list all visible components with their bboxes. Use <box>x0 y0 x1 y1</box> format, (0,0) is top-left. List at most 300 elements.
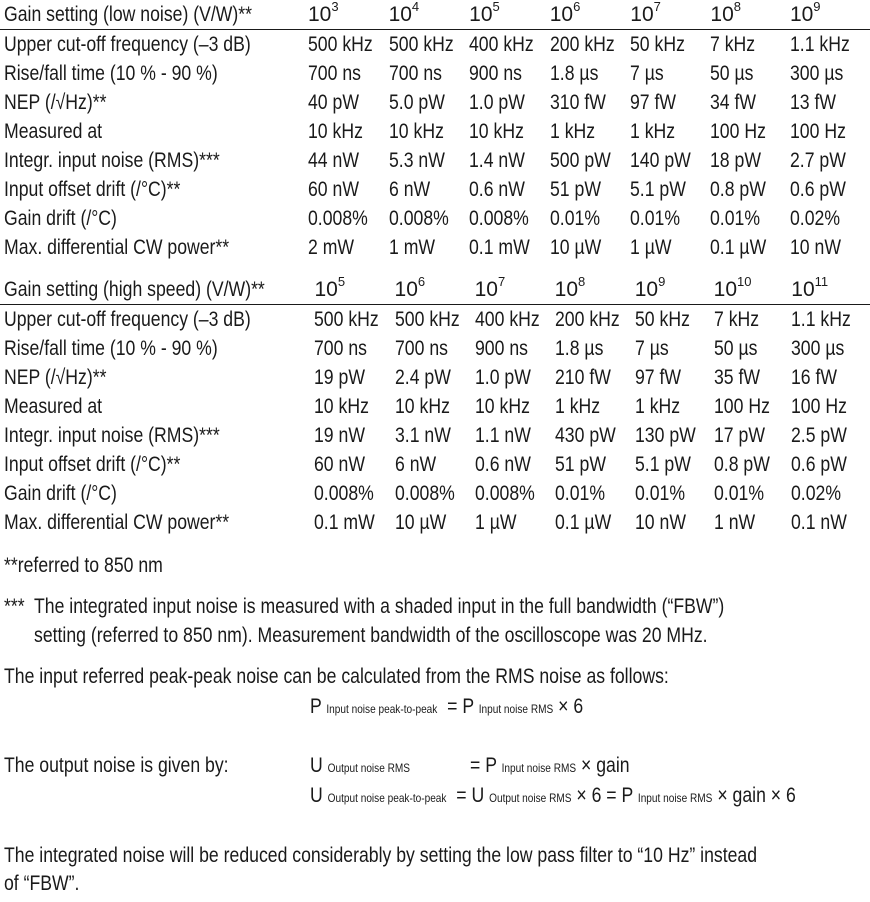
row-label <box>0 59 308 88</box>
gain-exponent: 6 <box>417 274 426 289</box>
gain-value <box>710 0 790 30</box>
table-cell <box>555 508 635 537</box>
table-cell-text: 0.02% <box>789 207 840 230</box>
table-cell <box>308 59 389 88</box>
gain-header-label <box>0 0 308 30</box>
row-label <box>0 88 308 117</box>
gain-base: 10 <box>394 278 418 301</box>
note-final-line2-text: of “FBW”. <box>4 872 80 895</box>
formula-sub: Input noise RMS <box>478 702 554 716</box>
gain-exponent: 10 <box>737 274 752 289</box>
table-cell-text: 6 nW <box>394 453 436 476</box>
table-cell <box>395 363 475 392</box>
formula-sub: Output noise RMS <box>489 791 572 805</box>
table-cell <box>635 392 714 421</box>
note-final-line2 <box>4 870 94 898</box>
gain-value <box>555 275 635 305</box>
table-cell <box>710 175 790 204</box>
table-cell <box>475 479 555 508</box>
low-noise-table <box>0 0 870 262</box>
table-cell-text: 1.1 nW <box>474 424 531 447</box>
table-cell-text: 1.4 nW <box>469 149 526 172</box>
table-cell-text: 0.008% <box>469 207 529 230</box>
table-cell <box>389 146 470 175</box>
formula-out-rms-text <box>310 752 410 782</box>
table-cell-text: 50 µs <box>713 337 758 360</box>
gain-exponent: 8 <box>578 274 586 289</box>
table-cell <box>469 204 550 233</box>
formula-eq: = <box>606 784 617 807</box>
row-label-text: Rise/fall time (10 % - 90 %) <box>4 62 218 85</box>
table-cell <box>555 334 635 363</box>
formula-out-rms <box>310 752 429 782</box>
row-label <box>0 233 308 262</box>
table-cell <box>550 88 631 117</box>
gain-base: 10 <box>713 278 738 301</box>
row-label <box>0 175 308 204</box>
table-cell <box>791 421 870 450</box>
row-label <box>0 392 314 421</box>
table-cell <box>475 508 555 537</box>
table-cell <box>475 334 555 363</box>
table-cell <box>314 363 394 392</box>
table-cell <box>308 30 389 60</box>
table-cell-text: 0.8 pW <box>713 453 770 476</box>
gain-base: 10 <box>789 3 814 26</box>
table-cell-text: 13 fW <box>789 91 837 114</box>
note-pp-intro <box>4 663 795 691</box>
table-cell-text: 0.8 pW <box>710 178 767 201</box>
note-integrated <box>4 593 29 621</box>
table-cell-text: 0.01% <box>713 482 764 505</box>
table-cell-text: 200 kHz <box>554 308 620 331</box>
table-cell <box>790 117 870 146</box>
table-cell <box>630 204 710 233</box>
table-cell <box>308 233 389 262</box>
note-integrated-line2 <box>34 622 836 650</box>
table-cell-text: 400 kHz <box>474 308 540 331</box>
table-cell <box>469 233 550 262</box>
formula-times: × gain × 6 <box>717 784 796 807</box>
table-cell-text: 0.6 pW <box>789 178 846 201</box>
table-cell-text: 0.6 pW <box>791 453 848 476</box>
note-output-intro <box>4 752 271 780</box>
table-cell <box>790 59 870 88</box>
table-cell-text: 50 kHz <box>630 33 686 56</box>
table-cell <box>710 59 790 88</box>
table-cell <box>550 146 631 175</box>
table-cell-text: 50 kHz <box>634 308 690 331</box>
table-cell <box>475 421 555 450</box>
table-cell-text: 0.1 µW <box>554 511 611 534</box>
formula-out-rms-rhs-text <box>470 752 630 782</box>
table-cell <box>635 334 714 363</box>
formula-times: × 6 <box>558 695 584 718</box>
note-pp-intro-text: The input referred peak-peak noise can be calculated from the RMS noise as follows: <box>4 665 669 688</box>
table-cell <box>395 334 475 363</box>
table-cell-text: 40 pW <box>307 91 359 114</box>
table-cell <box>308 117 389 146</box>
table-cell-text: 100 Hz <box>789 120 846 143</box>
table-cell-text: 7 kHz <box>713 308 759 331</box>
gain-exponent: 6 <box>573 0 581 14</box>
formula-sub: Output noise peak-to-peak <box>327 791 447 805</box>
table-cell-text: 100 Hz <box>710 120 767 143</box>
table-cell <box>395 305 475 335</box>
table-cell <box>550 117 631 146</box>
table-cell-text: 0.1 mW <box>314 511 376 534</box>
table-cell-text: 19 nW <box>314 424 366 447</box>
table-cell-text: 500 kHz <box>307 33 373 56</box>
gain-exponent: 8 <box>733 0 741 14</box>
table-cell-text: 0.008% <box>388 207 449 230</box>
table-cell <box>635 363 714 392</box>
table-cell-text: 1 kHz <box>554 395 600 418</box>
table-cell-text: 1 kHz <box>549 120 595 143</box>
table-cell <box>630 233 710 262</box>
gain-exponent: 3 <box>331 0 339 14</box>
table-row <box>0 30 870 60</box>
table-cell <box>714 450 792 479</box>
table-cell <box>469 30 550 60</box>
gain-base: 10 <box>630 3 654 26</box>
table-cell <box>791 479 870 508</box>
table-row <box>0 233 870 262</box>
row-label-text: Upper cut-off frequency (–3 dB) <box>4 308 251 331</box>
note-final-line1-text: The integrated noise will be reduced considerably by setting the low pass filter to “10 Hz” instead <box>4 844 758 867</box>
table-cell <box>790 175 870 204</box>
table-cell <box>389 233 470 262</box>
formula-u: U <box>471 784 485 807</box>
table-cell-text: 300 µs <box>791 337 845 360</box>
table-cell <box>791 334 870 363</box>
table-cell-text: 10 kHz <box>388 120 444 143</box>
table-cell <box>550 175 631 204</box>
table-cell <box>630 117 710 146</box>
formula-p: P <box>310 695 322 718</box>
table-cell-text: 0.008% <box>474 482 535 505</box>
table-cell <box>389 30 470 60</box>
table-cell <box>714 305 792 335</box>
gain-base: 10 <box>314 278 338 301</box>
row-label-text: NEP (/√Hz)** <box>4 91 107 114</box>
formula-eq: = <box>447 695 458 718</box>
note-integrated-line1-text: The integrated input noise is measured with a shaded input in the full bandwidth (“FBW”) <box>34 595 725 618</box>
table-cell <box>550 30 631 60</box>
table-cell <box>790 233 870 262</box>
row-label-text: Gain drift (/°C) <box>4 207 117 230</box>
gain-base: 10 <box>554 278 579 301</box>
table-cell <box>790 30 870 60</box>
gain-value <box>389 0 470 30</box>
table-cell <box>555 392 635 421</box>
table-cell-text: 0.1 µW <box>710 236 767 259</box>
table-cell-text: 17 pW <box>713 424 765 447</box>
table-cell-text: 130 pW <box>634 424 696 447</box>
row-label-text: Input offset drift (/°C)** <box>4 453 181 476</box>
table-cell-text: 500 kHz <box>388 33 454 56</box>
row-label-text: Rise/fall time (10 % - 90 %) <box>4 337 218 360</box>
table-cell <box>710 30 790 60</box>
table-cell <box>389 88 470 117</box>
gain-exponent: 9 <box>813 0 821 14</box>
gain-header-label-text: Gain setting (low noise) (V/W)** <box>4 3 253 26</box>
table-cell <box>791 508 870 537</box>
table-cell-text: 2 mW <box>307 236 355 259</box>
gain-value <box>790 0 870 30</box>
gain-value <box>635 275 714 305</box>
note-referred <box>4 552 193 580</box>
formula-out-pp-text <box>310 782 796 812</box>
table-cell <box>314 508 394 537</box>
table-cell <box>630 88 710 117</box>
formula-u: U <box>310 784 323 807</box>
table-cell-text: 700 ns <box>394 337 448 360</box>
table-row <box>0 392 870 421</box>
formula-sub: Input noise peak-to-peak <box>326 702 438 716</box>
gain-exponent: 11 <box>814 274 829 289</box>
table-cell-text: 19 pW <box>314 366 366 389</box>
table-cell-text: 500 kHz <box>314 308 380 331</box>
table-cell-text: 7 µs <box>634 337 669 360</box>
table-cell <box>714 392 792 421</box>
table-cell-text: 51 pW <box>554 453 606 476</box>
table-row <box>0 479 870 508</box>
table-cell-text: 0.01% <box>710 207 761 230</box>
table-cell-text: 900 ns <box>469 62 523 85</box>
table-row <box>0 146 870 175</box>
gain-value <box>475 275 555 305</box>
table-cell <box>395 392 475 421</box>
note-integrated-line2-text: setting (referred to 850 nm). Measurement bandwidth of the oscilloscope was 20 MHz. <box>34 624 708 647</box>
table-cell <box>314 479 394 508</box>
table-row <box>0 175 870 204</box>
table-cell <box>630 146 710 175</box>
table-cell <box>475 305 555 335</box>
table-row <box>0 204 870 233</box>
table-cell-text: 0.1 mW <box>469 236 530 259</box>
table-cell-text: 18 pW <box>710 149 762 172</box>
table-cell <box>395 508 475 537</box>
row-label <box>0 30 308 60</box>
table-cell-text: 50 µs <box>710 62 754 85</box>
gain-base: 10 <box>710 3 734 26</box>
row-label <box>0 334 314 363</box>
table-row <box>0 88 870 117</box>
gain-value <box>630 0 710 30</box>
gain-base: 10 <box>549 3 574 26</box>
table-cell-text: 1.0 pW <box>474 366 531 389</box>
table-cell-text: 0.008% <box>307 207 368 230</box>
gain-value <box>714 275 792 305</box>
table-cell-text: 0.02% <box>791 482 842 505</box>
gain-value <box>791 275 870 305</box>
table-cell <box>635 421 714 450</box>
table-cell-text: 5.1 pW <box>634 453 691 476</box>
table-cell <box>475 363 555 392</box>
row-label <box>0 146 308 175</box>
table-cell-text: 1 nW <box>713 511 755 534</box>
table-cell-text: 0.01% <box>549 207 600 230</box>
table-cell <box>475 450 555 479</box>
table-cell-text: 10 kHz <box>394 395 450 418</box>
gain-exponent: 5 <box>337 274 346 289</box>
table-cell <box>555 305 635 335</box>
table-cell-text: 300 µs <box>789 62 844 85</box>
table-cell <box>790 204 870 233</box>
table-cell <box>389 175 470 204</box>
formula-p: P <box>485 754 497 777</box>
table-cell-text: 10 µW <box>549 236 602 259</box>
table-cell <box>710 233 790 262</box>
table-row <box>0 305 870 335</box>
row-label-text: Integr. input noise (RMS)*** <box>4 149 220 172</box>
table-row <box>0 117 870 146</box>
table-cell-text: 44 nW <box>307 149 359 172</box>
gain-header-label <box>0 275 314 305</box>
table-cell <box>555 450 635 479</box>
gain-base: 10 <box>791 278 815 301</box>
row-label-text: NEP (/√Hz)** <box>4 366 107 389</box>
row-label <box>0 363 314 392</box>
table-cell-text: 310 fW <box>549 91 606 114</box>
table-row <box>0 450 870 479</box>
table-cell-text: 6 nW <box>388 178 430 201</box>
table-cell <box>475 392 555 421</box>
table-cell-text: 10 kHz <box>469 120 525 143</box>
table-cell <box>395 450 475 479</box>
table-cell-text: 5.3 nW <box>388 149 445 172</box>
formula-pp-text <box>310 693 583 723</box>
table-cell-text: 700 ns <box>388 62 442 85</box>
table-cell <box>308 146 389 175</box>
gain-exponent: 9 <box>658 274 666 289</box>
table-cell <box>630 30 710 60</box>
high-speed-table <box>0 275 870 537</box>
table-row <box>0 363 870 392</box>
row-label-text: Max. differential CW power** <box>4 236 230 259</box>
table-cell-text: 60 nW <box>307 178 359 201</box>
table-cell-text: 35 fW <box>713 366 760 389</box>
table-cell-text: 500 pW <box>549 149 611 172</box>
gain-header-row <box>0 0 870 30</box>
gain-header-label-text: Gain setting (high speed) (V/W)** <box>4 278 265 301</box>
row-label-text: Input offset drift (/°C)** <box>4 178 181 201</box>
gain-exponent: 4 <box>411 0 420 14</box>
table-cell <box>395 421 475 450</box>
table-cell <box>791 450 870 479</box>
table-cell-text: 2.4 pW <box>394 366 451 389</box>
formula-p: P <box>621 784 633 807</box>
table-cell <box>308 88 389 117</box>
row-label-text: Measured at <box>4 395 103 418</box>
table-cell-text: 97 fW <box>634 366 681 389</box>
table-cell <box>389 59 470 88</box>
row-label-text: Integr. input noise (RMS)*** <box>4 424 220 447</box>
table-row <box>0 59 870 88</box>
row-label <box>0 421 314 450</box>
row-label <box>0 508 314 537</box>
table-cell-text: 200 kHz <box>549 33 615 56</box>
row-label <box>0 450 314 479</box>
table-cell <box>469 88 550 117</box>
table-cell <box>314 421 394 450</box>
table-cell <box>550 59 631 88</box>
table-cell <box>314 450 394 479</box>
table-cell <box>790 146 870 175</box>
row-label-text: Measured at <box>4 120 103 143</box>
gain-value <box>308 0 389 30</box>
table-cell-text: 430 pW <box>554 424 616 447</box>
gain-value <box>314 275 394 305</box>
table-cell-text: 1.0 pW <box>469 91 526 114</box>
gain-base: 10 <box>634 278 659 301</box>
table-cell-text: 0.01% <box>634 482 685 505</box>
table-cell-text: 400 kHz <box>469 33 534 56</box>
table-cell-text: 1 kHz <box>630 120 676 143</box>
table-cell <box>714 479 792 508</box>
table-cell-text: 1.8 µs <box>549 62 599 85</box>
table-cell-text: 140 pW <box>630 149 692 172</box>
table-cell <box>555 421 635 450</box>
table-cell <box>469 175 550 204</box>
formula-times: × 6 <box>576 784 602 807</box>
table-cell-text: 0.01% <box>554 482 605 505</box>
table-cell-text: 10 kHz <box>474 395 530 418</box>
table-cell-text: 900 ns <box>474 337 528 360</box>
table-cell <box>555 479 635 508</box>
table-cell-text: 10 kHz <box>307 120 363 143</box>
table-cell-text: 60 nW <box>314 453 366 476</box>
row-label <box>0 479 314 508</box>
table-cell-text: 16 fW <box>791 366 838 389</box>
note-referred-text: **referred to 850 nm <box>4 554 163 577</box>
table-cell <box>555 363 635 392</box>
table-cell <box>630 175 710 204</box>
formula-sub: Input noise RMS <box>501 761 577 775</box>
row-label <box>0 117 308 146</box>
table-cell-text: 100 Hz <box>713 395 770 418</box>
table-cell <box>714 334 792 363</box>
table-cell <box>714 508 792 537</box>
table-cell-text: 700 ns <box>307 62 361 85</box>
note-output-intro-text: The output noise is given by: <box>4 754 229 777</box>
table-cell-text: 7 µs <box>630 62 665 85</box>
table-cell-text: 10 nW <box>634 511 686 534</box>
table-cell-text: 1.1 kHz <box>789 33 850 56</box>
table-cell <box>635 450 714 479</box>
table-cell-text: 0.6 nW <box>469 178 526 201</box>
table-cell-text: 100 Hz <box>791 395 848 418</box>
table-cell-text: 0.008% <box>314 482 375 505</box>
formula-eq: = <box>470 754 481 777</box>
gain-exponent: 5 <box>492 0 500 14</box>
table-cell <box>635 508 714 537</box>
table-cell-text: 1 µW <box>630 236 672 259</box>
gain-header-row <box>0 275 870 305</box>
table-cell-text: 210 fW <box>554 366 611 389</box>
table-row <box>0 421 870 450</box>
table-cell <box>790 88 870 117</box>
gain-exponent: 7 <box>653 0 661 14</box>
table-cell <box>550 233 631 262</box>
formula-times: × gain <box>581 754 630 777</box>
row-label-text: Upper cut-off frequency (–3 dB) <box>4 33 251 56</box>
gain-value <box>469 0 550 30</box>
table-cell <box>389 204 470 233</box>
table-cell-text: 3.1 nW <box>394 424 451 447</box>
table-cell-text: 1.1 kHz <box>791 308 852 331</box>
